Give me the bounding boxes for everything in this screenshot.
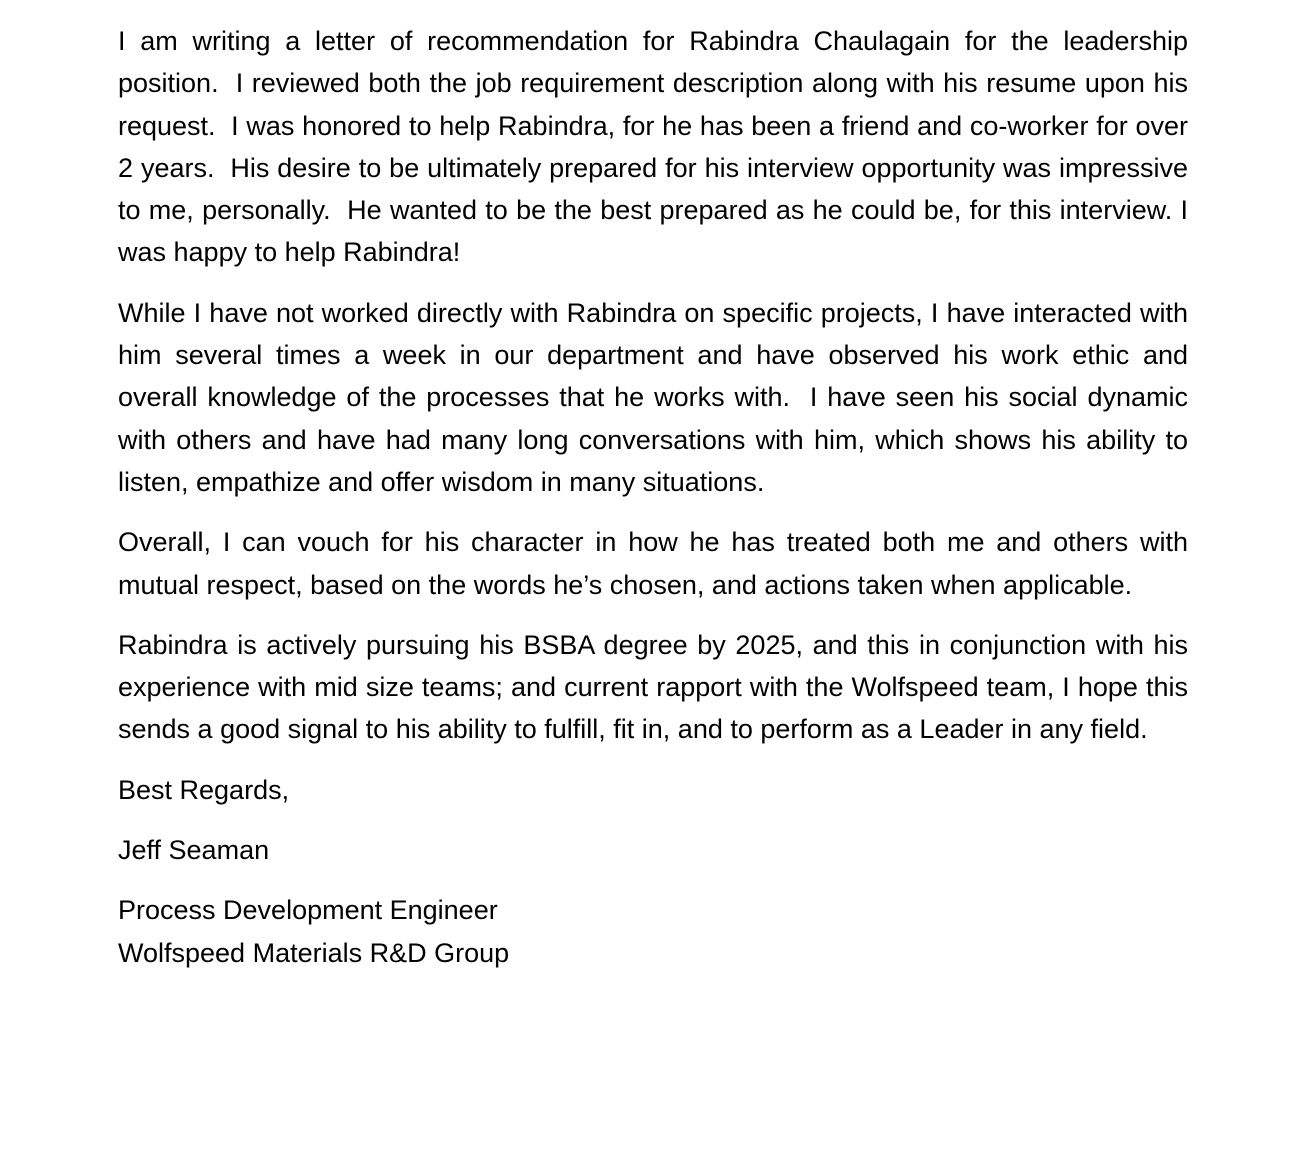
- letter-paragraph-character: Overall, I can vouch for his character in how he has treated both me and others with mutual respect, based on the words he’s chosen, and actions taken when applicable.: [118, 527, 1196, 600]
- signer-details: [118, 889, 1188, 974]
- letter-closing: Best Regards,: [118, 774, 290, 805]
- signer-organization: Wolfspeed Materials R&D Group: [118, 937, 510, 968]
- letter-paragraph-education: Rabindra is actively pursuing his BSBA degree by 2025, and this in conjunction with his experience with mid size teams; and current rapport with the Wolfspeed team, I hope this sends a good signal to his ability to fulfill, fit in, and to perform as a Leader in any field.: [118, 629, 1196, 745]
- letter-paragraph-intro: I am writing a letter of recommendation for Rabindra Chaulagain for the leadership position. I reviewed both the job requirement description along with his resume upon his request. I was honored to help Rabindra, for he has been a friend and co-worker for over 2 years. His desire to be ultimately prepared for his interview opportunity was impressive to me, personally. He wanted to be the best prepared as he could be, for this interview. I was happy to help Rabindra!: [118, 26, 1196, 268]
- letter-body: [118, 20, 1196, 974]
- signer-title: Process Development Engineer: [118, 895, 498, 926]
- letter-paragraph-interaction: While I have not worked directly with Rabindra on specific projects, I have interacted with him several times a week in our department and have observed his work ethic and overall knowledge of the processes that he works with. I have seen his social dynamic with others and have had many long conversations with him, which shows his ability to listen, empathize and offer wisdom in many situations.: [118, 297, 1196, 497]
- signer-name: Jeff Seaman: [118, 835, 270, 866]
